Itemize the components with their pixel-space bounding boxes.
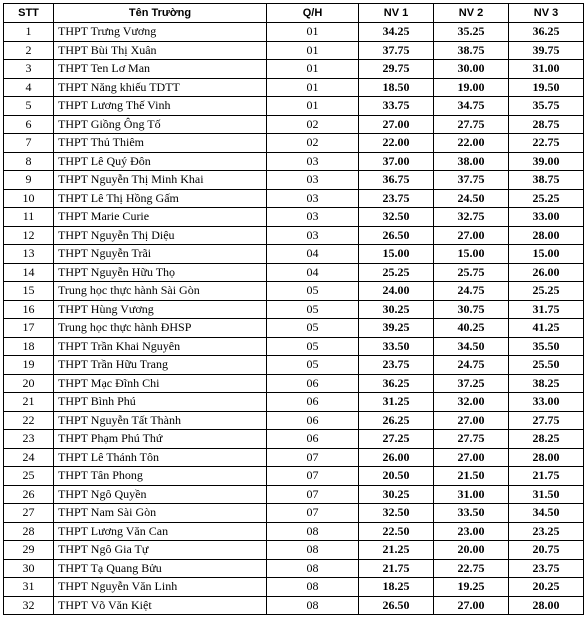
cell-nv3: 23.25: [509, 522, 584, 541]
cell-school-name: THPT Phạm Phú Thứ: [54, 430, 267, 449]
cell-nv3: 20.75: [509, 541, 584, 560]
cell-nv1: 30.25: [359, 300, 434, 319]
header-school-name: Tên Trường: [54, 4, 267, 23]
cell-nv2: 37.75: [434, 171, 509, 190]
cell-nv2: 27.00: [434, 411, 509, 430]
cell-district: 03: [267, 226, 359, 245]
cell-district: 04: [267, 263, 359, 282]
cell-nv1: 33.50: [359, 337, 434, 356]
cell-nv1: 37.00: [359, 152, 434, 171]
cell-school-name: THPT Năng khiếu TDTT: [54, 78, 267, 97]
cell-nv2: 40.25: [434, 319, 509, 338]
header-nv3: NV 3: [509, 4, 584, 23]
cell-nv2: 27.75: [434, 115, 509, 134]
table-row: [4, 411, 584, 430]
cell-nv2: 24.50: [434, 189, 509, 208]
table-row: [4, 97, 584, 116]
cell-district: 08: [267, 541, 359, 560]
table-row: [4, 578, 584, 597]
cell-district: 07: [267, 467, 359, 486]
cell-stt: 18: [4, 337, 54, 356]
table-row: [4, 208, 584, 227]
cell-nv2: 24.75: [434, 356, 509, 375]
cell-district: 06: [267, 393, 359, 412]
table-row: [4, 171, 584, 190]
cell-school-name: THPT Ten Lơ Man: [54, 60, 267, 79]
cell-district: 03: [267, 152, 359, 171]
cell-nv3: 21.75: [509, 467, 584, 486]
cell-stt: 32: [4, 596, 54, 615]
cell-nv1: 26.50: [359, 226, 434, 245]
cell-stt: 24: [4, 448, 54, 467]
cell-stt: 2: [4, 41, 54, 60]
cell-district: 01: [267, 23, 359, 42]
cell-stt: 27: [4, 504, 54, 523]
table-row: [4, 319, 584, 338]
cell-nv1: 37.75: [359, 41, 434, 60]
cell-school-name: THPT Ngô Quyền: [54, 485, 267, 504]
table-row: [4, 356, 584, 375]
cell-nv2: 27.00: [434, 596, 509, 615]
cell-nv3: 26.00: [509, 263, 584, 282]
cell-nv2: 27.00: [434, 448, 509, 467]
cell-school-name: THPT Nam Sài Gòn: [54, 504, 267, 523]
cell-nv1: 26.50: [359, 596, 434, 615]
cell-nv1: 31.25: [359, 393, 434, 412]
cell-stt: 11: [4, 208, 54, 227]
cell-nv2: 22.00: [434, 134, 509, 153]
cell-nv1: 23.75: [359, 356, 434, 375]
cell-stt: 30: [4, 559, 54, 578]
cell-stt: 25: [4, 467, 54, 486]
cell-stt: 15: [4, 282, 54, 301]
cell-district: 07: [267, 485, 359, 504]
cell-nv1: 20.50: [359, 467, 434, 486]
cell-nv1: 22.50: [359, 522, 434, 541]
cell-district: 06: [267, 374, 359, 393]
cell-nv3: 31.00: [509, 60, 584, 79]
cell-nv2: 25.75: [434, 263, 509, 282]
cell-nv1: 21.25: [359, 541, 434, 560]
cell-school-name: Trung học thực hành ĐHSP: [54, 319, 267, 338]
cell-nv1: 32.50: [359, 208, 434, 227]
cell-district: 05: [267, 337, 359, 356]
cell-stt: 4: [4, 78, 54, 97]
cell-district: 05: [267, 319, 359, 338]
cell-school-name: THPT Thủ Thiêm: [54, 134, 267, 153]
cell-stt: 7: [4, 134, 54, 153]
cell-district: 05: [267, 282, 359, 301]
cell-nv2: 19.00: [434, 78, 509, 97]
cell-stt: 20: [4, 374, 54, 393]
cell-nv3: 25.50: [509, 356, 584, 375]
cell-nv1: 30.25: [359, 485, 434, 504]
cell-nv2: 38.75: [434, 41, 509, 60]
cell-nv3: 28.00: [509, 596, 584, 615]
cell-nv2: 23.00: [434, 522, 509, 541]
cell-nv1: 34.25: [359, 23, 434, 42]
cell-district: 07: [267, 448, 359, 467]
cell-school-name: THPT Hùng Vương: [54, 300, 267, 319]
cell-district: 02: [267, 115, 359, 134]
cell-nv1: 32.50: [359, 504, 434, 523]
cell-stt: 14: [4, 263, 54, 282]
cell-nv2: 34.75: [434, 97, 509, 116]
table-row: [4, 189, 584, 208]
cell-school-name: THPT Giồng Ông Tố: [54, 115, 267, 134]
cell-school-name: Trung học thực hành Sài Gòn: [54, 282, 267, 301]
cell-stt: 21: [4, 393, 54, 412]
cell-school-name: THPT Trần Hữu Trang: [54, 356, 267, 375]
cell-district: 06: [267, 411, 359, 430]
cell-nv3: 28.75: [509, 115, 584, 134]
cell-stt: 9: [4, 171, 54, 190]
score-table-container: [3, 3, 583, 615]
table-row: [4, 23, 584, 42]
cell-nv2: 32.75: [434, 208, 509, 227]
cell-stt: 22: [4, 411, 54, 430]
cell-school-name: THPT Trưng Vương: [54, 23, 267, 42]
cell-nv3: 28.00: [509, 448, 584, 467]
cell-school-name: THPT Bùi Thị Xuân: [54, 41, 267, 60]
cell-nv3: 31.75: [509, 300, 584, 319]
cell-nv3: 28.25: [509, 430, 584, 449]
cell-nv3: 39.00: [509, 152, 584, 171]
cell-nv2: 32.00: [434, 393, 509, 412]
cell-school-name: THPT Nguyễn Thị Diệu: [54, 226, 267, 245]
cell-nv3: 23.75: [509, 559, 584, 578]
cell-nv2: 20.00: [434, 541, 509, 560]
table-row: [4, 430, 584, 449]
cell-district: 07: [267, 504, 359, 523]
cell-stt: 31: [4, 578, 54, 597]
cell-nv2: 31.00: [434, 485, 509, 504]
cell-stt: 10: [4, 189, 54, 208]
cell-school-name: THPT Nguyễn Văn Linh: [54, 578, 267, 597]
cell-nv1: 33.75: [359, 97, 434, 116]
cell-school-name: THPT Võ Văn Kiệt: [54, 596, 267, 615]
cell-nv3: 33.00: [509, 393, 584, 412]
table-row: [4, 393, 584, 412]
cell-nv2: 30.75: [434, 300, 509, 319]
table-row: [4, 41, 584, 60]
cell-district: 03: [267, 171, 359, 190]
cell-nv1: 29.75: [359, 60, 434, 79]
cell-nv3: 28.00: [509, 226, 584, 245]
cell-nv1: 22.00: [359, 134, 434, 153]
cell-school-name: THPT Lương Văn Can: [54, 522, 267, 541]
cell-stt: 8: [4, 152, 54, 171]
table-row: [4, 541, 584, 560]
cell-district: 03: [267, 208, 359, 227]
cell-school-name: THPT Nguyễn Hữu Thọ: [54, 263, 267, 282]
table-row: [4, 245, 584, 264]
cell-stt: 3: [4, 60, 54, 79]
cell-nv2: 33.50: [434, 504, 509, 523]
cell-district: 08: [267, 596, 359, 615]
cell-nv1: 18.50: [359, 78, 434, 97]
cell-nv2: 30.00: [434, 60, 509, 79]
cell-district: 08: [267, 559, 359, 578]
cell-district: 06: [267, 430, 359, 449]
cell-school-name: THPT Nguyễn Thị Minh Khai: [54, 171, 267, 190]
cell-nv2: 35.25: [434, 23, 509, 42]
table-row: [4, 504, 584, 523]
header-nv2: NV 2: [434, 4, 509, 23]
table-row: [4, 152, 584, 171]
cell-nv2: 37.25: [434, 374, 509, 393]
cell-nv3: 38.75: [509, 171, 584, 190]
cell-nv2: 27.00: [434, 226, 509, 245]
table-row: [4, 448, 584, 467]
cell-nv1: 23.75: [359, 189, 434, 208]
cell-school-name: THPT Marie Curie: [54, 208, 267, 227]
cell-nv2: 22.75: [434, 559, 509, 578]
cell-district: 01: [267, 97, 359, 116]
cell-nv1: 36.25: [359, 374, 434, 393]
cell-nv3: 35.75: [509, 97, 584, 116]
cell-school-name: THPT Lương Thế Vinh: [54, 97, 267, 116]
cell-nv3: 35.50: [509, 337, 584, 356]
table-row: [4, 337, 584, 356]
cell-nv3: 22.75: [509, 134, 584, 153]
cell-school-name: THPT Ngô Gia Tự: [54, 541, 267, 560]
cell-school-name: THPT Trần Khai Nguyên: [54, 337, 267, 356]
table-row: [4, 60, 584, 79]
cell-nv3: 25.25: [509, 189, 584, 208]
cell-nv1: 27.25: [359, 430, 434, 449]
cell-stt: 19: [4, 356, 54, 375]
table-row: [4, 559, 584, 578]
cell-nv2: 19.25: [434, 578, 509, 597]
cell-stt: 12: [4, 226, 54, 245]
header-stt: STT: [4, 4, 54, 23]
table-row: [4, 522, 584, 541]
cell-nv1: 18.25: [359, 578, 434, 597]
cell-nv3: 41.25: [509, 319, 584, 338]
cell-district: 04: [267, 245, 359, 264]
cell-nv3: 34.50: [509, 504, 584, 523]
table-row: [4, 134, 584, 153]
cell-stt: 17: [4, 319, 54, 338]
cell-nv1: 21.75: [359, 559, 434, 578]
cell-nv3: 36.25: [509, 23, 584, 42]
cell-nv2: 21.50: [434, 467, 509, 486]
table-header: [4, 4, 584, 23]
cell-stt: 26: [4, 485, 54, 504]
cell-stt: 29: [4, 541, 54, 560]
cell-district: 08: [267, 578, 359, 597]
cell-nv3: 19.50: [509, 78, 584, 97]
header-district: Q/H: [267, 4, 359, 23]
cell-nv1: 39.25: [359, 319, 434, 338]
cell-nv1: 26.00: [359, 448, 434, 467]
cell-nv3: 39.75: [509, 41, 584, 60]
cell-nv2: 34.50: [434, 337, 509, 356]
table-row: [4, 282, 584, 301]
cell-nv3: 20.25: [509, 578, 584, 597]
cell-nv2: 24.75: [434, 282, 509, 301]
cell-school-name: THPT Bình Phú: [54, 393, 267, 412]
cell-nv2: 15.00: [434, 245, 509, 264]
cell-school-name: THPT Tạ Quang Bửu: [54, 559, 267, 578]
cell-district: 01: [267, 78, 359, 97]
cell-nv3: 27.75: [509, 411, 584, 430]
cell-school-name: THPT Lê Thánh Tôn: [54, 448, 267, 467]
admission-score-table: [3, 3, 584, 615]
cell-stt: 16: [4, 300, 54, 319]
cell-district: 05: [267, 300, 359, 319]
header-nv1: NV 1: [359, 4, 434, 23]
cell-nv3: 31.50: [509, 485, 584, 504]
cell-district: 08: [267, 522, 359, 541]
cell-nv3: 15.00: [509, 245, 584, 264]
cell-nv1: 24.00: [359, 282, 434, 301]
table-row: [4, 485, 584, 504]
cell-nv1: 15.00: [359, 245, 434, 264]
cell-stt: 6: [4, 115, 54, 134]
table-row: [4, 78, 584, 97]
table-row: [4, 263, 584, 282]
table-row: [4, 467, 584, 486]
cell-school-name: THPT Tân Phong: [54, 467, 267, 486]
cell-district: 01: [267, 41, 359, 60]
table-body: [4, 23, 584, 615]
cell-stt: 28: [4, 522, 54, 541]
cell-district: 01: [267, 60, 359, 79]
cell-school-name: THPT Nguyễn Trãi: [54, 245, 267, 264]
cell-stt: 23: [4, 430, 54, 449]
cell-nv1: 26.25: [359, 411, 434, 430]
cell-district: 05: [267, 356, 359, 375]
cell-school-name: THPT Mạc Đĩnh Chi: [54, 374, 267, 393]
cell-nv2: 27.75: [434, 430, 509, 449]
cell-district: 02: [267, 134, 359, 153]
table-row: [4, 300, 584, 319]
cell-nv1: 25.25: [359, 263, 434, 282]
cell-nv2: 38.00: [434, 152, 509, 171]
cell-nv3: 33.00: [509, 208, 584, 227]
header-row: [4, 4, 584, 23]
cell-stt: 13: [4, 245, 54, 264]
table-row: [4, 226, 584, 245]
cell-stt: 5: [4, 97, 54, 116]
cell-nv1: 36.75: [359, 171, 434, 190]
cell-nv1: 27.00: [359, 115, 434, 134]
cell-stt: 1: [4, 23, 54, 42]
cell-school-name: THPT Lê Thị Hồng Gấm: [54, 189, 267, 208]
cell-nv3: 38.25: [509, 374, 584, 393]
cell-school-name: THPT Nguyễn Tất Thành: [54, 411, 267, 430]
table-row: [4, 596, 584, 615]
cell-nv3: 25.25: [509, 282, 584, 301]
cell-district: 03: [267, 189, 359, 208]
table-row: [4, 115, 584, 134]
table-row: [4, 374, 584, 393]
cell-school-name: THPT Lê Quý Đôn: [54, 152, 267, 171]
